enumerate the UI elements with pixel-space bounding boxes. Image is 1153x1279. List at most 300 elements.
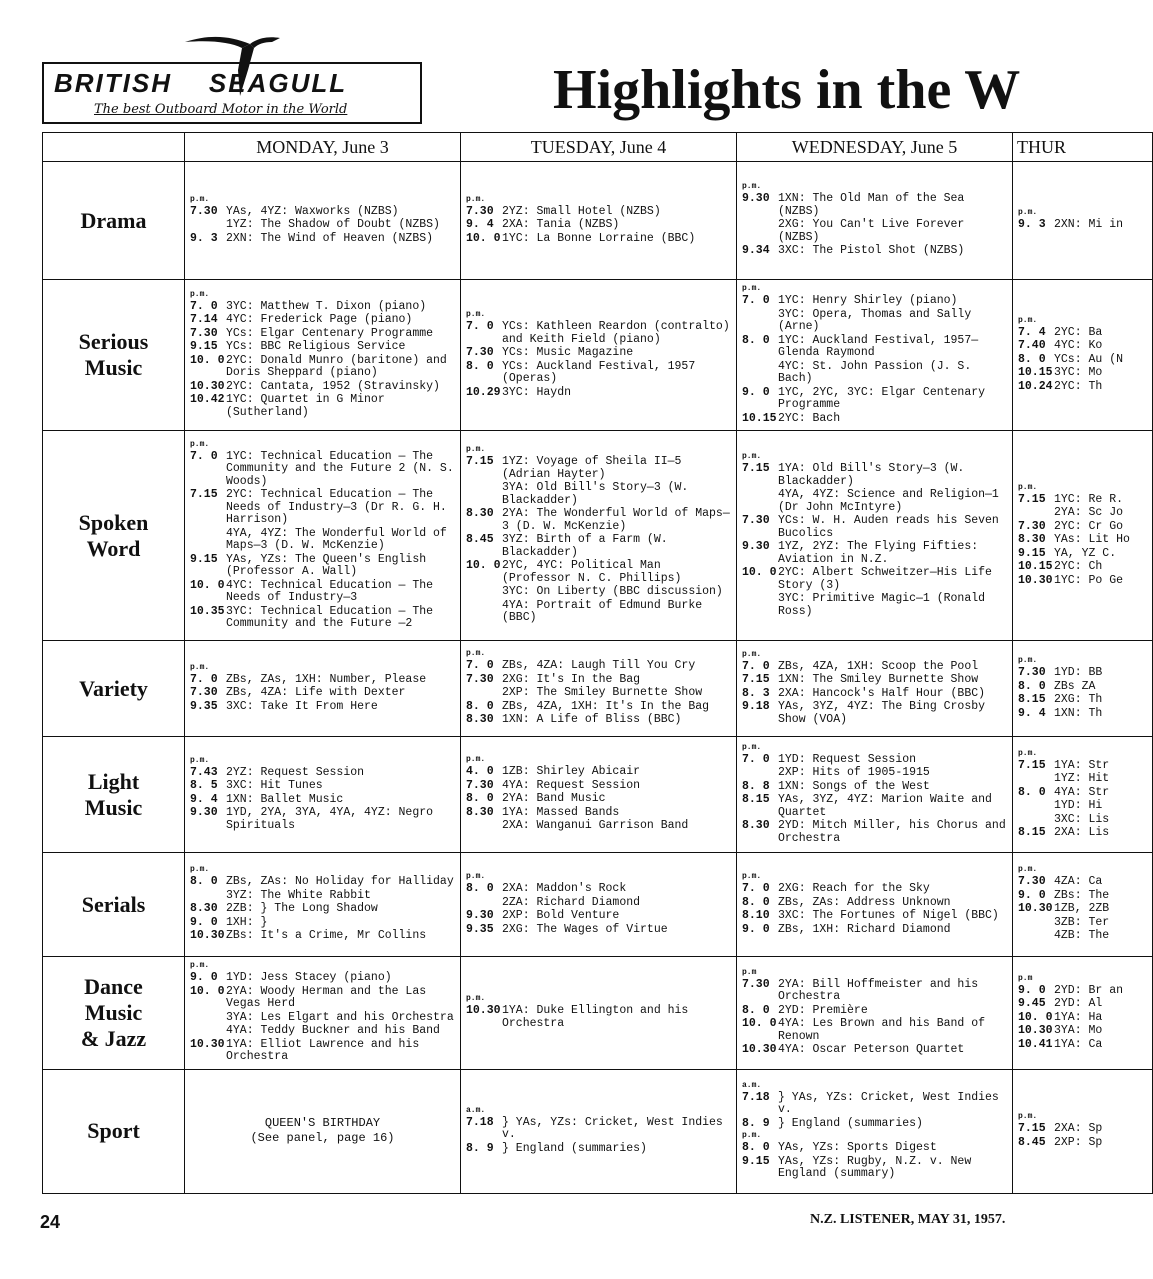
program-title: 1XN: The Smiley Burnette Show (778, 673, 979, 687)
time-period-label: p.m (1018, 973, 1033, 983)
program-entry (466, 321, 731, 346)
program-entry (466, 361, 731, 386)
program-entry (1018, 890, 1147, 903)
program-time: 8. 0 (1018, 785, 1046, 799)
program-time: 9. 0 (742, 922, 770, 936)
program-entry (742, 781, 1007, 794)
program-entry (466, 897, 731, 910)
program-entry (1018, 521, 1147, 534)
program-entry (466, 586, 731, 599)
schedule-cell (737, 853, 1013, 957)
time-period-label: p.m. (466, 310, 486, 319)
program-title: 2XG: It's In the Bag (502, 672, 641, 686)
program-entry (742, 688, 1007, 701)
program-time: 9.45 (1018, 997, 1046, 1010)
program-time: 10. 0 (190, 984, 225, 998)
program-entry (466, 793, 731, 806)
program-title: 2XN: Mi in (1054, 218, 1124, 232)
time-period-label: p.m. (742, 452, 762, 461)
program-title: 3YC: Technical Education — The Community and the Future —2 (226, 604, 434, 630)
program-title: 1ZB, 2ZB (1054, 902, 1110, 916)
schedule-cell (737, 162, 1013, 280)
program-title: 2XG: Reach for the Sky (778, 882, 930, 895)
program-entry (190, 301, 455, 314)
program-title: 2XA: Hancock's Half Hour (BBC) (778, 686, 986, 700)
program-time: 8. 0 (742, 333, 770, 347)
program-entry (466, 883, 731, 896)
program-entry (190, 986, 455, 1011)
program-entry (1018, 667, 1147, 680)
program-time: 7.40 (1018, 339, 1046, 353)
program-entry (742, 910, 1007, 923)
program-time: 7.43 (190, 765, 218, 779)
program-entry (466, 534, 731, 559)
program-time: 9. 4 (466, 218, 494, 232)
program-time (190, 1025, 226, 1038)
schedule-cell (1013, 162, 1153, 280)
program-time (190, 1012, 226, 1025)
program-title: 3XC: The Fortunes of Nigel (BBC) (778, 909, 999, 922)
time-period-label: p.m. (466, 994, 486, 1004)
time-period-label: p.m. (742, 182, 762, 192)
program-title: 1YC: Henry Shirley (piano) (778, 294, 958, 307)
program-time: 7.15 (466, 455, 494, 469)
program-time: 8.15 (1018, 826, 1046, 839)
schedule-cell (461, 1069, 737, 1193)
program-entry (742, 309, 1007, 334)
program-title: } England (summaries) (502, 1141, 647, 1155)
program-title: 1YZ: The Shadow of Doubt (NZBS) (226, 218, 440, 232)
program-title: 1YA: Ca (1054, 1037, 1103, 1051)
program-entry (742, 463, 1007, 488)
program-entry (742, 883, 1007, 896)
program-time: 10.30 (466, 1004, 501, 1018)
program-time: 7. 0 (190, 672, 218, 686)
program-title: YAs, YZs: Sports Digest (778, 1141, 937, 1154)
time-period-label: p.m. (466, 445, 486, 455)
program-entry (1018, 340, 1147, 353)
program-time: 8. 0 (742, 895, 770, 909)
time-period-label: p.m. (1018, 208, 1038, 218)
program-entry (1018, 985, 1147, 998)
schedule-cell (737, 1069, 1013, 1193)
program-title: 1YZ, 2YZ: The Flying Fifties: Aviation in N.Z. (778, 540, 979, 566)
program-time: 7. 0 (466, 659, 494, 673)
program-title: 1XN: The Old Man of the Sea (NZBS) (778, 192, 965, 218)
program-title: 1YA: Massed Bands (502, 805, 620, 819)
category-label: Spoken Word (43, 431, 185, 641)
program-title: 2ZA: Richard Diamond (502, 895, 641, 909)
time-period-label: a.m. (466, 1105, 486, 1115)
program-title: 3YC: Primitive Magic—1 (Ronald Ross) (778, 592, 986, 618)
program-entry (466, 456, 731, 481)
program-time: 9. 0 (1018, 888, 1046, 902)
program-entry (742, 820, 1007, 845)
program-title: 4YA, 4YZ: Science and Religion—1 (Dr John McIntyre) (778, 488, 999, 514)
time-period-label: p.m. (1018, 865, 1038, 875)
schedule-cell (1013, 280, 1153, 431)
schedule-cell (185, 1069, 461, 1193)
schedule-cell (185, 162, 461, 280)
schedule-cell (1013, 737, 1153, 853)
program-title: 3YA: Mo (1054, 1024, 1103, 1037)
program-entry (190, 580, 455, 605)
program-title: 3YC: Mo (1054, 366, 1103, 380)
program-title: 2YA: The Wonderful World of Maps—3 (D. W. McKenzie) (502, 507, 730, 533)
program-title: YAs, 4YZ: Waxworks (NZBS) (226, 204, 399, 218)
program-title: 3YC: Haydn (502, 385, 572, 399)
program-time: 10.30 (1018, 1024, 1053, 1037)
program-entry (742, 335, 1007, 360)
program-entry (466, 766, 731, 779)
program-title: 3YC: On Liberty (BBC discussion) (502, 585, 723, 599)
program-title: 4YA: Request Session (502, 778, 641, 792)
time-period-label: p.m. (190, 289, 210, 299)
day-header: TUESDAY, June 4 (461, 133, 737, 162)
program-title: 3XC: Take It From Here (226, 699, 378, 713)
program-title: 2YC, 4YC: Political Man (Professor N. C. Phillips) (502, 559, 682, 585)
schedule-grid (42, 132, 1130, 1210)
program-title: 3XC: The Pistol Shot (NZBS) (778, 244, 965, 258)
program-title: 1XN: Songs of the West (778, 779, 930, 793)
program-time: 8.30 (466, 805, 494, 819)
brand-name: BRITISH SEAGULL (54, 68, 348, 98)
time-period-label: p.m. (466, 872, 486, 881)
program-time: 7.30 (466, 346, 494, 359)
program-time: 10.35 (190, 604, 225, 618)
time-period-label: p.m. (190, 439, 210, 449)
program-time (466, 687, 502, 700)
schedule-row (43, 162, 1153, 280)
program-time: 9.30 (742, 540, 770, 553)
time-period-label: p.m. (1018, 482, 1038, 492)
program-title: YCs: BBC Religious Service (226, 340, 406, 354)
program-entry (742, 754, 1007, 767)
program-time: 7.30 (466, 204, 494, 218)
program-title: 1YD, 2YA, 3YA, 4YA, 4YZ: Negro Spirituals (226, 806, 434, 832)
program-entry (742, 489, 1007, 514)
program-time (1018, 814, 1054, 827)
time-period-label: p.m. (742, 649, 762, 659)
program-title: 1YC: La Bonne Lorraine (BBC) (502, 231, 696, 245)
program-title: 1YA: Elliot Lawrence and his Orchestra (226, 1037, 420, 1063)
schedule-cell (737, 737, 1013, 853)
program-title: 3YZ: The White Rabbit (226, 888, 371, 902)
program-title: } YAs, YZs: Cricket, West Indies v. (778, 1090, 999, 1116)
corner-cell (43, 133, 185, 162)
time-period-label: p.m. (742, 1131, 762, 1140)
program-entry (190, 794, 455, 807)
program-time (466, 600, 502, 625)
program-entry (742, 924, 1007, 937)
program-entry (190, 489, 455, 527)
program-entry (742, 674, 1007, 687)
program-entry (190, 930, 455, 943)
schedule-row (43, 957, 1153, 1070)
program-time: 7.30 (190, 326, 218, 340)
program-time: 7. 0 (742, 294, 770, 307)
program-entry (1018, 1012, 1147, 1025)
program-entry (742, 1005, 1007, 1018)
program-title: YAs, YZs: Rugby, N.Z. v. New England (summary) (778, 1154, 972, 1180)
program-time: 8.30 (466, 713, 494, 727)
program-title: YAs, YZs: The Queen's English (Professor A. Wall) (226, 552, 427, 578)
program-entry (1018, 534, 1147, 547)
program-entry (466, 233, 731, 246)
schedule-cell (1013, 853, 1153, 957)
program-time: 8.45 (466, 533, 494, 547)
program-title: 2XG: The Wages of Virtue (502, 922, 668, 936)
program-title: ZBs, 4ZA, 1XH: It's In the Bag (502, 699, 710, 713)
program-time: 7. 4 (1018, 325, 1046, 339)
program-time (742, 309, 778, 334)
program-title: 1XH: } (226, 915, 268, 929)
category-label: Drama (43, 162, 185, 280)
program-entry (1018, 381, 1147, 394)
program-entry (190, 206, 455, 219)
program-entry (190, 341, 455, 354)
schedule-cell (461, 957, 737, 1070)
schedule-cell (185, 641, 461, 737)
program-title: ZBs, ZAs: No Holiday for Halliday (226, 875, 454, 889)
program-title: 2YD: Al (1054, 997, 1103, 1010)
program-entry (466, 687, 731, 700)
program-time: 8. 0 (190, 875, 218, 889)
program-title: 2YC: Ba (1054, 325, 1103, 339)
program-title: 2YC: Cr Go (1054, 519, 1124, 533)
program-title: 2YZ: Small Hotel (NZBS) (502, 204, 661, 218)
program-time: 10.30 (1018, 902, 1053, 916)
program-title: YAs, 3YZ, 4YZ: Marion Waite and Quartet (778, 793, 992, 819)
program-entry (466, 780, 731, 793)
program-time: 7. 0 (190, 449, 218, 463)
program-title: 1YC: Po Ge (1054, 573, 1124, 587)
program-title: YCs: Au (N (1054, 352, 1124, 366)
program-time: 7.18 (742, 1090, 770, 1104)
program-time: 10. 0 (742, 566, 777, 579)
program-time: 10. 0 (190, 353, 225, 367)
schedule-cell (461, 737, 737, 853)
program-entry (1018, 1123, 1147, 1136)
program-time: 7.30 (190, 204, 218, 218)
program-time: 7.30 (466, 672, 494, 686)
program-title: 3ZB: Ter (1054, 915, 1110, 929)
program-time: 8. 0 (742, 1003, 770, 1017)
program-time: 7.30 (1018, 875, 1046, 889)
schedule-row (43, 853, 1153, 957)
time-period-label: p.m. (190, 755, 210, 765)
program-time: 7.30 (466, 778, 494, 792)
program-title: } England (summaries) (778, 1116, 923, 1130)
program-entry (742, 219, 1007, 244)
time-period-label: p.m. (190, 961, 210, 970)
program-title: YAs: Lit Ho (1054, 533, 1130, 547)
program-entry (190, 917, 455, 930)
program-entry (190, 451, 455, 489)
time-period-label: p.m. (742, 742, 762, 752)
program-title: 2YA: Band Music (502, 792, 606, 806)
program-time: 8. 0 (466, 699, 494, 713)
program-time: 9.15 (742, 1154, 770, 1168)
program-title: 2YD: Mitch Miller, his Chorus and Orchestra (778, 819, 1006, 845)
program-entry (190, 903, 455, 916)
day-header: WEDNESDAY, June 5 (737, 133, 1013, 162)
page-number: 24 (40, 1212, 61, 1232)
program-entry (1018, 548, 1147, 561)
program-time: 8. 8 (742, 779, 770, 793)
program-entry (190, 554, 455, 579)
program-title: 4YC: Frederick Page (piano) (226, 313, 413, 327)
program-title: 4YA, 4YZ: The Wonderful World of Maps—3 (D. W. McKenzie) (226, 526, 447, 552)
schedule-cell (461, 641, 737, 737)
program-time: 9.15 (190, 340, 218, 354)
program-title: YAs, 3YZ, 4YZ: The Bing Crosby Show (VOA) (778, 700, 986, 726)
program-entry (742, 661, 1007, 674)
page-headline: Highlights in the W (553, 59, 1021, 121)
program-title: YA, YZ C. (1054, 546, 1117, 560)
program-entry (466, 1143, 731, 1156)
program-title: 1YZ: Voyage of Sheila II—5 (Adrian Hayter) (502, 455, 682, 481)
program-title: 1YC, 2YC, 3YC: Elgar Centenary Programme (778, 385, 986, 411)
program-time: 10. 0 (190, 578, 225, 592)
time-period-label: p.m. (1018, 656, 1038, 665)
program-entry (466, 701, 731, 714)
program-time: 7.15 (1018, 758, 1046, 772)
program-entry (1018, 903, 1147, 916)
schedule-cell (461, 431, 737, 641)
program-entry (466, 924, 731, 937)
time-period-label: a.m. (742, 1080, 762, 1090)
program-entry (1018, 507, 1147, 520)
program-time: 7.15 (190, 488, 218, 501)
program-entry (1018, 1025, 1147, 1038)
program-title: 2YC: Th (1054, 379, 1103, 393)
program-entry (1018, 494, 1147, 507)
schedule-cell (1013, 957, 1153, 1070)
program-title: 1YA: Ha (1054, 1010, 1103, 1024)
category-label: Serials (43, 853, 185, 957)
category-label: Light Music (43, 737, 185, 853)
program-title: 2YD: Première (778, 1003, 868, 1017)
program-title: 2YC: Bach (778, 411, 841, 425)
program-time (1018, 930, 1054, 943)
program-entry (1018, 694, 1147, 707)
program-time (466, 482, 502, 507)
program-entry (742, 567, 1007, 592)
program-time (742, 489, 778, 514)
program-time: 7.15 (1018, 1122, 1046, 1135)
program-entry (190, 381, 455, 394)
program-entry (466, 560, 731, 585)
program-title: 1YC: Auckland Festival, 1957— Glenda Raymond (778, 333, 979, 359)
program-time: 10.15 (1018, 366, 1053, 380)
program-time (466, 897, 502, 910)
program-entry (1018, 367, 1147, 380)
program-title: 1XN: A Life of Bliss (BBC) (502, 713, 682, 727)
program-entry (466, 206, 731, 219)
program-time (190, 219, 226, 232)
program-time: 9.30 (190, 806, 218, 820)
program-title: ZBs, ZAs: Address Unknown (778, 895, 951, 909)
program-entry (1018, 930, 1147, 943)
program-time: 7.15 (742, 673, 770, 687)
program-title: 4YC: Ko (1054, 339, 1103, 353)
program-title: 1YA: Duke Ellington and his Orchestra (502, 1004, 689, 1030)
program-title: 2XA: Lis (1054, 826, 1110, 839)
program-time: 10.42 (190, 393, 225, 407)
program-entry (1018, 681, 1147, 694)
time-period-label: p.m. (190, 865, 210, 875)
program-time: 10.15 (1018, 560, 1053, 574)
program-entry (742, 794, 1007, 819)
program-title: 1YD: BB (1054, 666, 1103, 679)
program-title: ZBs: The (1054, 888, 1110, 902)
program-time: 9. 0 (742, 385, 770, 399)
program-entry (1018, 219, 1147, 232)
program-entry (742, 1092, 1007, 1117)
program-entry (190, 890, 455, 903)
program-entry (466, 387, 731, 400)
schedule-cell (1013, 1069, 1153, 1193)
category-label: Dance Music & Jazz (43, 957, 185, 1070)
program-time: 8.30 (1018, 533, 1046, 547)
program-title: 2XA: Wanganui Garrison Band (502, 819, 689, 833)
program-title: 2YC: Technical Education — The Needs of Industry—3 (Dr R. G. H. Harrison) (226, 488, 447, 526)
program-entry (1018, 354, 1147, 367)
program-entry (742, 295, 1007, 308)
program-title: 4YA: Oscar Peterson Quartet (778, 1043, 965, 1057)
program-time: 10.30 (190, 1037, 225, 1051)
program-entry (466, 820, 731, 833)
program-entry (742, 701, 1007, 726)
program-entry (1018, 760, 1147, 773)
day-header-row (43, 133, 1153, 162)
program-time: 9. 0 (190, 915, 218, 929)
program-entry (466, 347, 731, 360)
program-time: 7. 0 (742, 882, 770, 895)
program-title: YCs: Elgar Centenary Programme (226, 326, 434, 340)
time-period-label: p.m. (466, 755, 486, 765)
time-period-label: p.m. (190, 194, 210, 204)
program-title: 3YZ: Birth of a Farm (W. Blackadder) (502, 533, 668, 559)
program-entry (742, 1142, 1007, 1155)
program-entry (742, 193, 1007, 218)
time-period-label: p.m. (1018, 748, 1038, 758)
program-time: 10.30 (1018, 573, 1053, 587)
schedule-table (42, 132, 1153, 1194)
cell-note: QUEEN'S BIRTHDAY (See panel, page 16) (250, 1116, 395, 1145)
schedule-cell (737, 641, 1013, 737)
program-time: 10.30 (190, 379, 225, 393)
time-period-label: p.m. (742, 284, 762, 293)
program-time (1018, 800, 1054, 813)
program-time: 9.30 (742, 192, 770, 206)
program-title: } YAs, YZs: Cricket, West Indies v. (502, 1115, 723, 1142)
program-time: 8.45 (1018, 1135, 1046, 1149)
program-time: 8.10 (742, 909, 770, 922)
program-time: 8. 0 (466, 882, 494, 895)
program-entry (742, 387, 1007, 412)
time-period-label: p.m. (1018, 315, 1038, 325)
program-time: 9.34 (742, 244, 770, 258)
program-title: 2YA: Bill Hoffmeister and his Orchestra (778, 977, 979, 1004)
program-time: 7. 0 (742, 752, 770, 766)
program-title: 2YC: Albert Schweitzer—His Life Story (3) (778, 566, 992, 592)
program-title: 2XG: Th (1054, 693, 1103, 706)
program-title: ZBs, 4ZA, 1XH: Scoop the Pool (778, 659, 979, 673)
program-title: 2YA: Woody Herman and the Las Vegas Herd (226, 984, 427, 1010)
program-time: 10. 0 (466, 231, 501, 245)
